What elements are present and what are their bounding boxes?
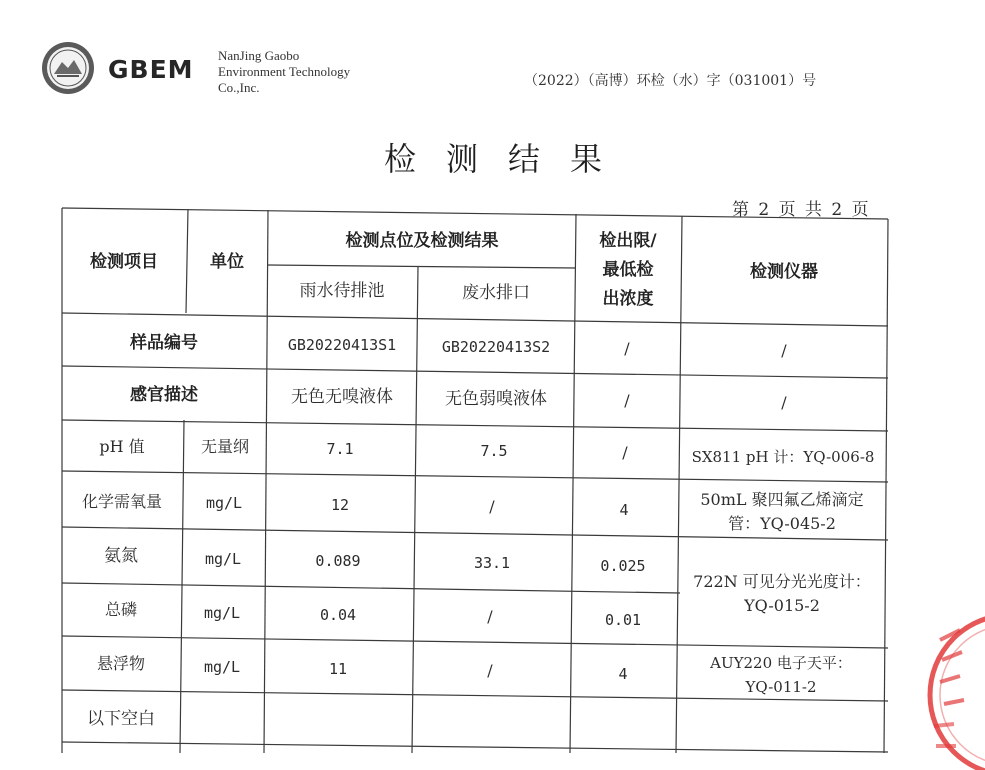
cell-ammonia-site2: 33.1 (473, 554, 511, 572)
cell-ammonia-limit: 0.025 (600, 557, 646, 575)
cell-suspended-unit: mg/L (203, 658, 241, 676)
brand-name: GBEM (108, 55, 194, 84)
row-label-blank: 以下空白 (87, 709, 155, 729)
cell-sample-id-site1: GB20220413S1 (287, 336, 397, 354)
header-item: 检测项目 (90, 252, 158, 272)
header-limit-line: 最低检 (602, 259, 654, 280)
header-site-rainwater: 雨水待排池 (299, 281, 385, 301)
cell-sensory-instrument: / (781, 393, 787, 412)
cell-cod-instrument (678, 484, 886, 540)
page-title: 检测结果 (383, 140, 632, 178)
instrument-line: 722N 可见分光光度计： (693, 572, 871, 591)
cell-cod-limit: 4 (619, 501, 629, 519)
row-label-phosphorus: 总磷 (104, 600, 137, 619)
cell-phosphorus-unit: mg/L (203, 604, 241, 622)
instrument-line: AUY220 电子天平： (710, 654, 852, 672)
page-number: 第 2 页 共 2 页 (732, 200, 871, 220)
cell-sample-id-site2: GB20220413S2 (441, 338, 551, 356)
instrument-line: YQ-011-2 (745, 678, 817, 696)
row-label-cod: 化学需氧量 (81, 492, 162, 511)
cell-sample-id-limit: / (624, 339, 630, 358)
cell-ph-instrument: SX811 pH 计：YQ-006-8 (691, 448, 875, 466)
cell-suspended-site2: / (487, 661, 493, 680)
cell-ph-limit: / (622, 443, 628, 462)
header-limit-line: 检出限/ (599, 230, 657, 251)
header-site-wastewater: 废水排口 (462, 283, 530, 303)
row-label-sample-id: 样品编号 (130, 333, 198, 353)
cell-spectrophotometer-instrument (678, 542, 886, 646)
header-instrument: 检测仪器 (750, 262, 818, 282)
header-unit: 单位 (210, 252, 244, 272)
header-limit-line: 出浓度 (602, 288, 654, 309)
cell-ammonia-site1: 0.089 (315, 552, 361, 570)
cell-suspended-instrument (676, 648, 886, 702)
cell-ammonia-unit: mg/L (204, 550, 242, 568)
company-line: Co.,Inc. (218, 80, 260, 95)
instrument-line: YQ-015-2 (744, 596, 820, 615)
cell-suspended-limit: 4 (618, 665, 628, 683)
cell-sensory-limit: / (624, 391, 630, 410)
header-results-group: 检测点位及检测结果 (345, 231, 499, 251)
instrument-line: 管：YQ-045-2 (728, 514, 836, 533)
row-label-ammonia: 氨氮 (104, 546, 138, 566)
company-line: NanJing Gaobo (218, 48, 300, 63)
cell-ph-unit: 无量纲 (200, 437, 249, 456)
cell-sensory-site1: 无色无嗅液体 (291, 387, 393, 407)
cell-sensory-site2: 无色弱嗅液体 (445, 389, 547, 409)
row-label-suspended: 悬浮物 (96, 654, 145, 673)
cell-cod-site2: / (489, 497, 495, 516)
red-seal-stamp-icon (920, 600, 985, 770)
row-label-ph: pH 值 (99, 437, 145, 456)
cell-phosphorus-site1: 0.04 (319, 606, 357, 624)
cell-sample-id-instrument: / (781, 341, 787, 360)
report-number: （2022）（高博）环检（水）字（031001）号 (524, 73, 817, 89)
company-line: Environment Technology (218, 64, 351, 79)
cell-phosphorus-limit: 0.01 (604, 611, 642, 629)
cell-ph-site2: 7.5 (480, 442, 508, 460)
cell-cod-site1: 12 (330, 496, 350, 514)
row-label-sensory: 感官描述 (130, 385, 198, 405)
cell-ph-site1: 7.1 (326, 440, 354, 458)
cell-suspended-site1: 11 (328, 660, 348, 678)
instrument-line: 50mL 聚四氟乙烯滴定 (700, 490, 864, 509)
header-detection-limit (576, 222, 680, 318)
cell-phosphorus-site2: / (487, 607, 493, 626)
cell-cod-unit: mg/L (205, 494, 243, 512)
